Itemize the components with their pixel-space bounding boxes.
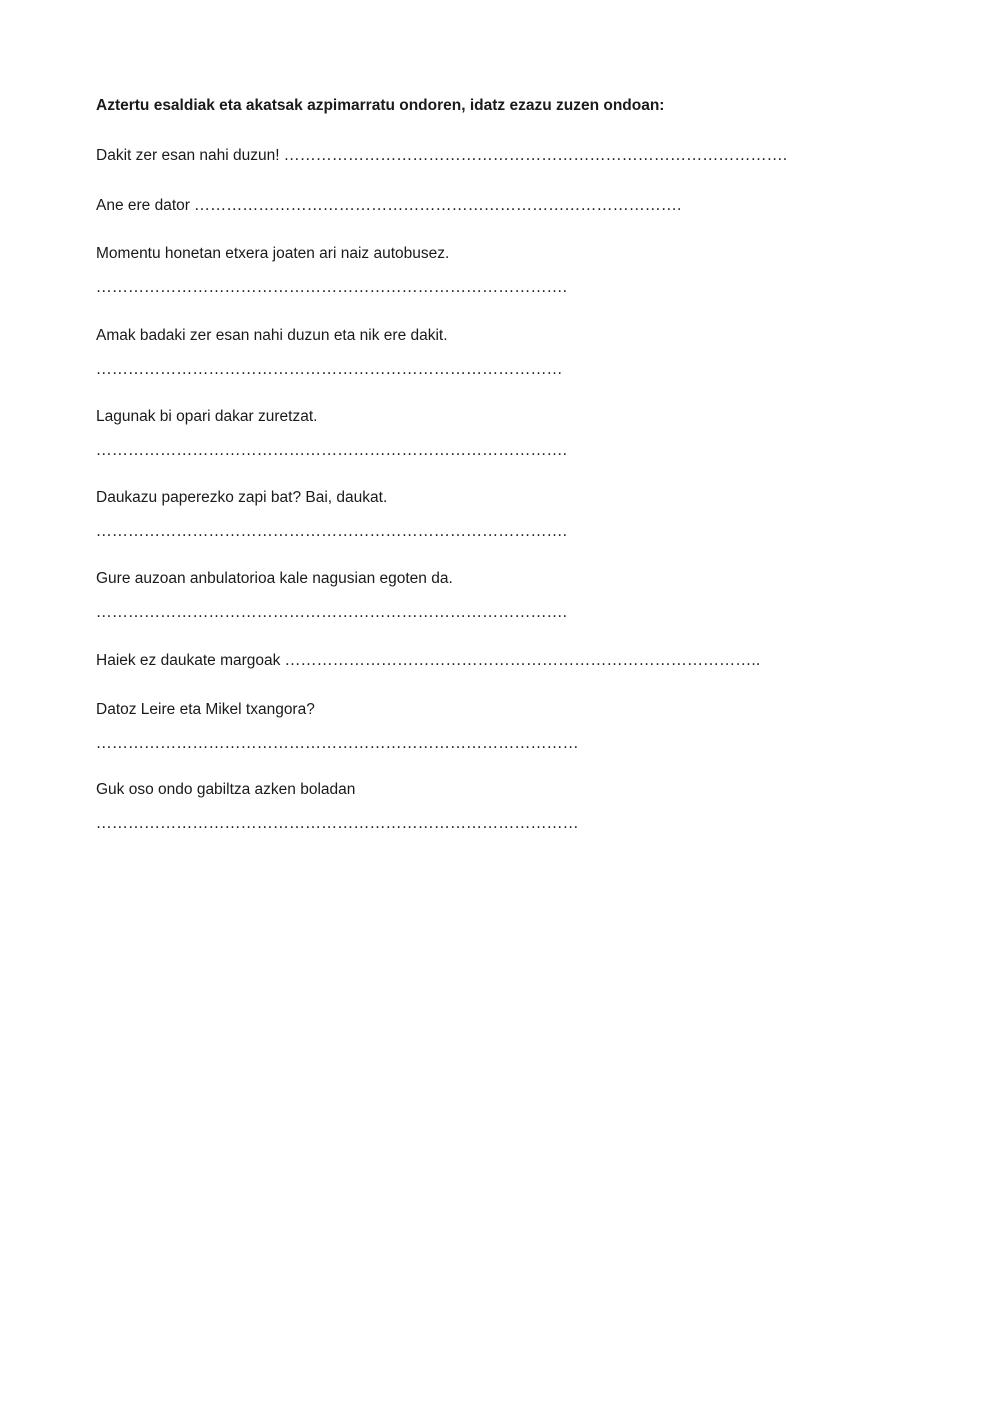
exercise-item-8	[96, 652, 761, 670]
exercise-item-1	[96, 147, 787, 165]
answer-line-6[interactable]: …………………………………………………………………………….	[96, 523, 568, 540]
sentence-text: Dakit zer esan nahi duzun!	[96, 147, 280, 164]
sentence-text: Haiek ez daukate margoak	[96, 652, 281, 669]
answer-line-9[interactable]: ………………………………………………………………………………	[96, 735, 579, 752]
answer-line-10[interactable]: ………………………………………………………………………………	[96, 815, 579, 832]
sentence-text-3: Momentu honetan etxera joaten ari naiz autobusez.	[96, 245, 450, 262]
sentence-text-10: Guk oso ondo gabiltza azken boladan	[96, 781, 356, 798]
answer-line-7[interactable]: …………………………………………………………………………….	[96, 604, 568, 621]
answer-line[interactable]: ……………………………………………………………………………..	[284, 652, 761, 669]
answer-line[interactable]: ……………………………………………………………………………….	[194, 197, 682, 214]
sentence-text-5: Lagunak bi opari dakar zuretzat.	[96, 408, 318, 425]
sentence-text-7: Gure auzoan anbulatorioa kale nagusian egoten da.	[96, 570, 453, 587]
answer-line-5[interactable]: …………………………………………………………………………….	[96, 442, 568, 459]
sentence-text-4: Amak badaki zer esan nahi duzun eta nik ere dakit.	[96, 327, 448, 344]
sentence-text: Ane ere dator	[96, 197, 190, 214]
sentence-text-6: Daukazu paperezko zapi bat? Bai, daukat.	[96, 489, 388, 506]
sentence-text-9: Datoz Leire eta Mikel txangora?	[96, 701, 315, 718]
answer-line-4[interactable]: ……………………………………………………………………………	[96, 361, 563, 378]
answer-line[interactable]: ………………………………………………………………………………….	[283, 147, 788, 164]
exercise-item-2	[96, 197, 682, 215]
instruction-heading: Aztertu esaldiak eta akatsak azpimarratu ondoren, idatz ezazu zuzen ondoan:	[96, 97, 665, 114]
answer-line-3[interactable]: …………………………………………………………………………….	[96, 279, 568, 296]
